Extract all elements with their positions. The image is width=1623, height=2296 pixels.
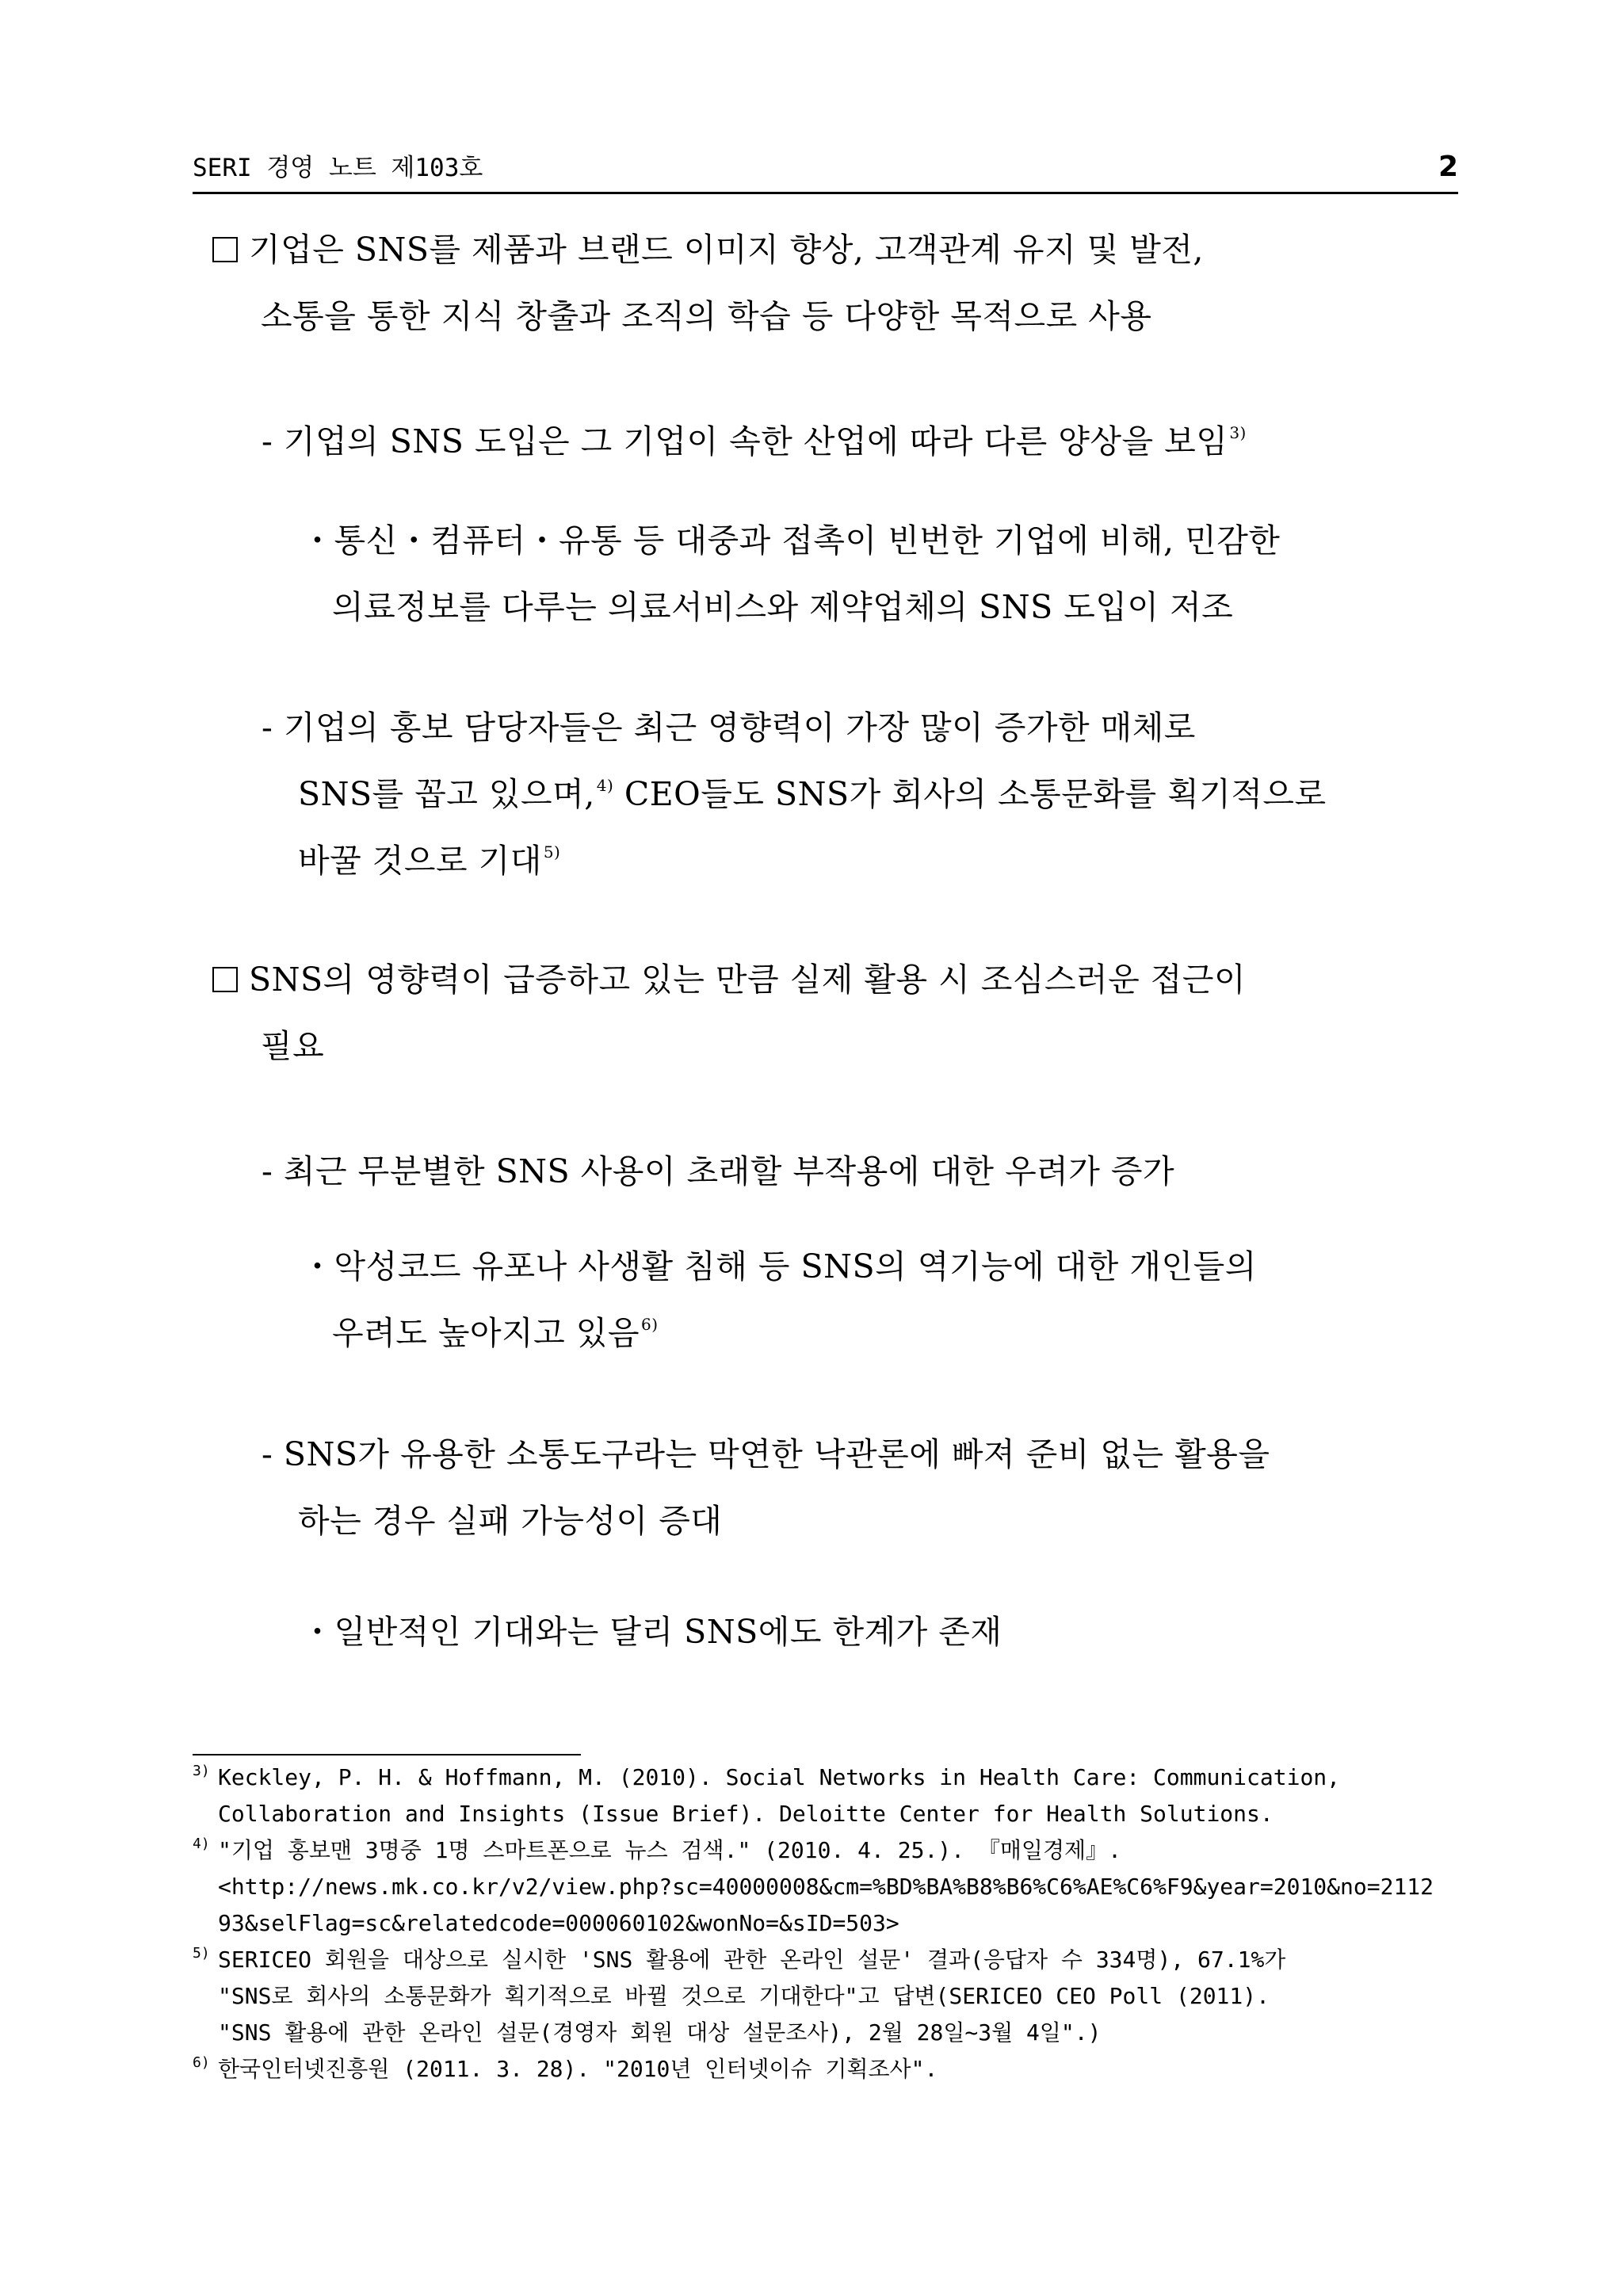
footnote-ref-4: 4) <box>596 776 614 795</box>
section1-dash1: - 기업의 SNS 도입은 그 기업이 속한 산업에 따라 다른 양상을 보임 $^{3)}$ <box>262 422 1247 460</box>
section2-dash2-line-2: 하는 경우 실패 가능성이 증대 <box>298 1502 723 1540</box>
page-header <box>193 152 1458 194</box>
header-title: SERI 경영 노트 제103호 <box>193 154 483 182</box>
footnote-divider <box>193 1754 581 1755</box>
section2-line-2: 필요 <box>261 1027 325 1065</box>
footnote-number: 3) <box>193 1763 210 1779</box>
section1-bullet1-line-2: 의료정보를 다루는 의료서비스와 제약업체의 SNS 도입이 저조 <box>332 588 1234 626</box>
section2-dash2-line-1: - SNS가 유용한 소통도구라는 막연한 낙관론에 빠져 준비 없는 활용을 <box>262 1435 1270 1473</box>
section2-dash2 <box>262 1421 1270 1554</box>
section2-heading <box>212 946 1246 1079</box>
section2-line-1: SNS의 영향력이 급증하고 있는 만큼 실제 활용 시 조심스러운 접근이 <box>212 946 1246 1013</box>
section1-dash2-line-1: - 기업의 홍보 담당자들은 최근 영향력이 가장 많이 증가한 매체로 <box>262 709 1196 747</box>
page-number: 2 <box>1438 151 1458 183</box>
checkbox-square-icon <box>212 237 238 262</box>
footnote-number: 6) <box>193 2054 210 2071</box>
footnote-5: 5) SERICEO 회원을 대상으로 실시한 'SNS 활용에 관한 온라인 설문' 결과(응답자 수 334명), 67.1%가 "SNS로 회사의 소통문화가 획기적으로 바뀔 것으로 기대한다"고 답변(SERICEO CEO Poll (2011). "SNS 활용에 관한 온라인 설문(경영자 회원 대상 설문조사), 2월 28일~3월 4일".) <box>193 1942 1461 2051</box>
checkbox-square-icon <box>212 967 238 992</box>
section1-bullet1 <box>301 507 1280 640</box>
section1-dash2-line-2: SNS를 꼽고 있으며, $^{4)}$ CEO들도 SNS가 회사의 소통문화를 획기적으로 <box>298 775 1327 813</box>
footnote-3: 3) Keckley, P. H. & Hoffmann, M. (2010). Social Networks in Health Care: Communication, Collaboration and Insights (Issue Brief). Deloitte Center for Health Solutions. <box>193 1759 1461 1832</box>
footnote-number: 4) <box>193 1836 210 1852</box>
section1-heading <box>212 216 1204 350</box>
footnote-number: 5) <box>193 1945 210 1962</box>
footnote-4: 4) "기업 홍보맨 3명중 1명 스마트폰으로 뉴스 검색." (2010. 4. 25.). 『매일경제』. <http://news.mk.co.kr/v2/view.php?sc=40000008&cm=%BD%BA%B8%B6%C6%AE%C6%F9&year=2010&no=2112 93&selFlag=sc&relatedcode=000060102&wonNo=&sID=503> <box>193 1832 1461 1942</box>
footnote-ref-3: 3) <box>1229 423 1247 442</box>
section1-line-2: 소통을 통한 지식 창출과 조직의 학습 등 다양한 목적으로 사용 <box>261 297 1152 335</box>
footnote-ref-5: 5) <box>543 842 561 861</box>
section2-bullet1-line-2: 우려도 높아지고 있음 $^{6)}$ <box>332 1314 659 1352</box>
section1-dash2 <box>262 694 1327 894</box>
footnotes <box>193 1759 1461 2088</box>
section2-dash1: - 최근 무분별한 SNS 사용이 초래할 부작용에 대한 우려가 증가 <box>262 1152 1175 1190</box>
footnote-6: 6) 한국인터넷진흥원 (2011. 3. 28). "2010년 인터넷이슈 기획조사". <box>193 2051 1461 2088</box>
section1-line-1: 기업은 SNS를 제품과 브랜드 이미지 향상, 고객관계 유지 및 발전, <box>212 216 1204 283</box>
footnote-ref-6: 6) <box>641 1315 659 1334</box>
footnote-4-url: <http://news.mk.co.kr/v2/view.php?sc=40000008&cm=%BD%BA%B8%B6%C6%AE%C6%F9&year=2010&no=2112 <box>218 1874 1434 1900</box>
section2-bullet1-line-1: ・악성코드 유포나 사생활 침해 등 SNS의 역기능에 대한 개인들의 <box>301 1247 1257 1286</box>
section2-bullet1 <box>301 1233 1257 1366</box>
section1-dash2-line-3: 바꿀 것으로 기대 $^{5)}$ <box>298 842 561 880</box>
section1-bullet1-line-1: ・통신・컴퓨터・유통 등 대중과 접촉이 빈번한 기업에 비해, 민감한 <box>301 521 1281 560</box>
section2-bullet2: ・일반적인 기대와는 달리 SNS에도 한계가 존재 <box>301 1613 1002 1651</box>
